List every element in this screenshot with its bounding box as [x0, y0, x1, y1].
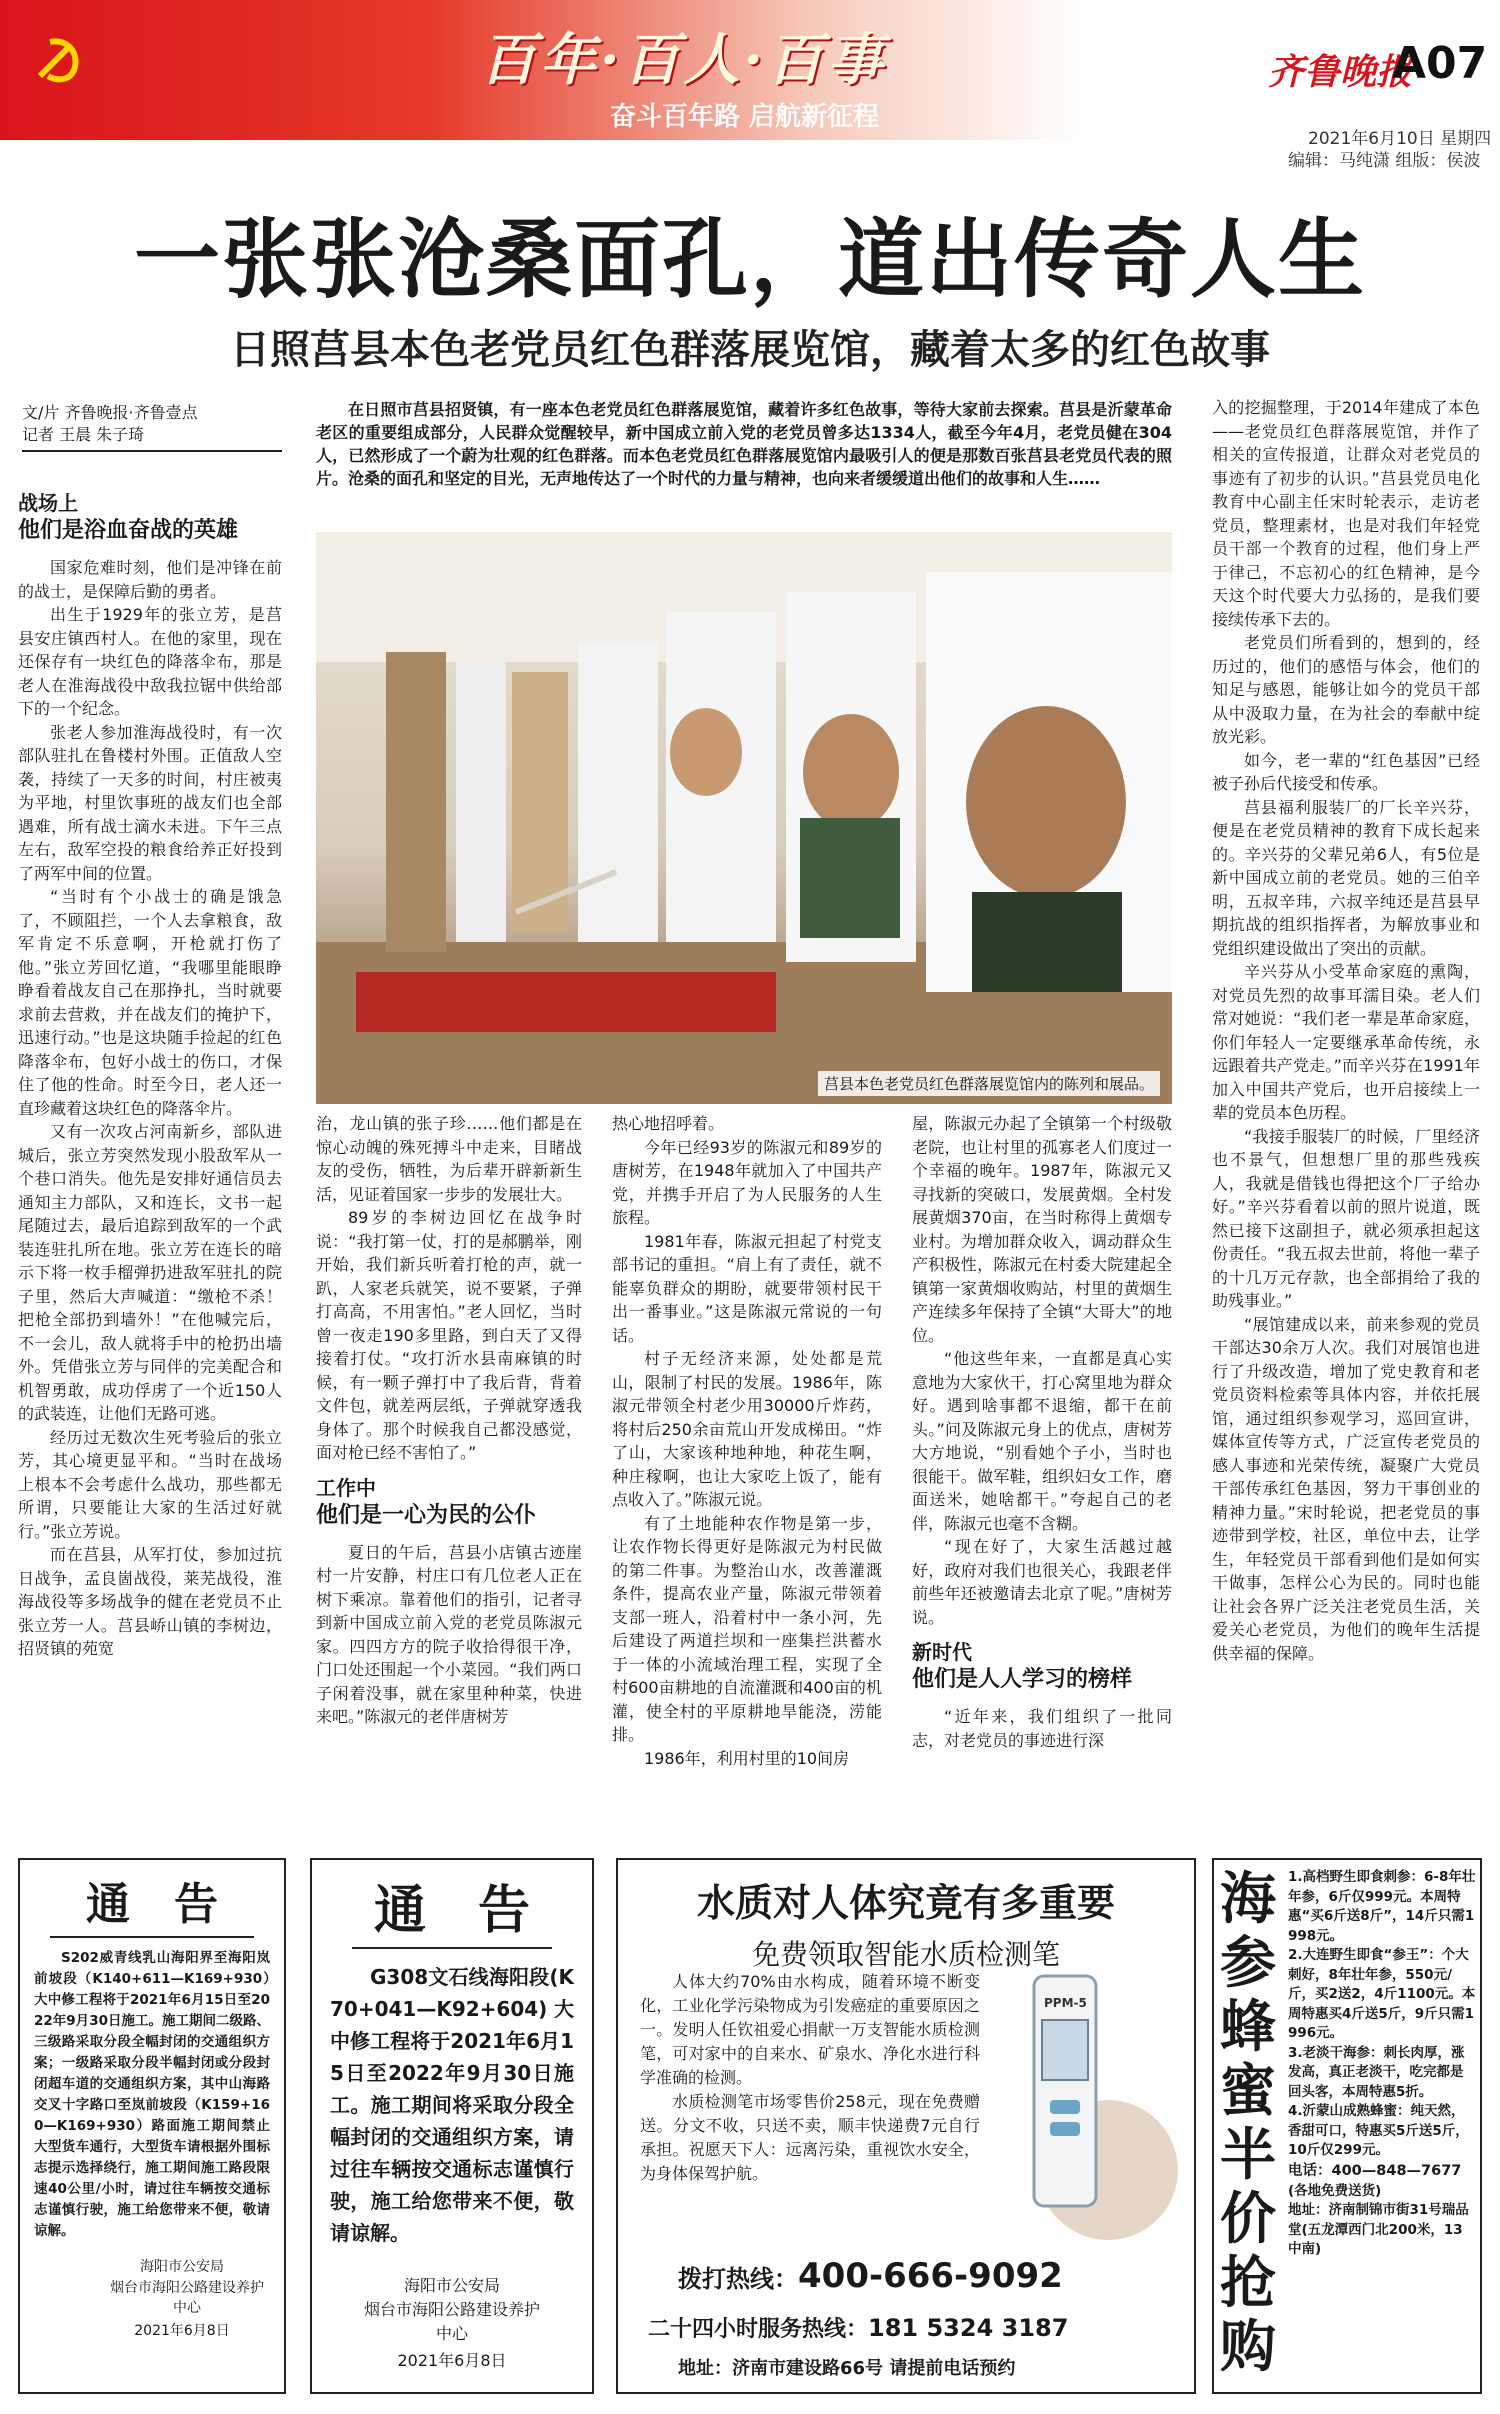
paragraph: 入的挖掘整理，于2014年建成了本色——老党员红色群落展览馆，并作了相关的宣传报道，让群众对老党员的事迹有了初步的认识。”莒县党员电化教育中心副主任宋时轮表示，走访老党员，整理素材，也是对我们年轻党员干部一个教育的过程，他们身上严于律己，不忘初心的红色精神，是今天这个时代要大力弘扬的，是我们要接续传承下去的。	[1212, 398, 1480, 629]
hotline-label: 拨打热线：	[678, 2265, 798, 2293]
notice-signature-2: 烟台市海阳公路建设养护中心	[363, 2300, 540, 2343]
ad-copy	[640, 1970, 980, 2186]
article-column-3	[612, 1112, 882, 1812]
issue-date: 2021年6月10日 星期四	[1308, 129, 1492, 149]
ad-item: 1.高档野生即食刺参：6-8年壮年参，6斤仅999元。本周特惠“买6斤送8斤”，14斤只需1998元。	[1288, 1869, 1476, 1944]
paragraph: 经历过无数次生死考验后的张立芳，其心境更显平和。“当时在战场上根本不会考虑什么战功，那些都无所谓，只要能让大家的生活过好就行。”张立芳说。	[18, 1427, 282, 1541]
section-title-role-models: 他们是人人学习的榜样	[912, 1667, 1133, 1692]
paragraph: 出生于1929年的张立芳，是莒县安庄镇西村人。在他的家里，现在还保存有一块红色的降落伞布，那是老人在淮海战役中敌我拉锯中供给部下的一个纪念。	[18, 605, 282, 718]
paragraph: 夏日的午后，莒县小店镇古迹崖村一片安静，村庄口有几位老人正在树下乘凉。靠着他们的指引，记者寻到新中国成立前入党的老党员陈淑元家。四四方方的院子收拾得很干净，门口处还围起一个小菜园。“我们两口子闲着没事，就在家里种种菜，快进来吧。”陈淑元的老伴唐树芳	[316, 1542, 582, 1726]
ad-address: 地址：济南制锦市街31号瑞品堂(五龙潭西门北200米，13中南)	[1288, 2202, 1469, 2257]
paragraph: 今年已经93岁的陈淑元和89岁的唐树芳，在1948年就加入了中国共产党，并携手开启了为人民服务的人生旅程。	[612, 1137, 882, 1227]
water-pen-illustration	[998, 1970, 1178, 2240]
notice-body: G308文石线海阳段(K70+041—K92+604)大中修工程将于2021年6月15日至2022年9月30日施工。施工期间将采取分段全幅封闭的交通组织方案，请过往车辆按交通标志谨慎行驶，施工给您带来不便，敬请谅解。	[330, 1965, 574, 2245]
ad-title: 水质对人体究竟有多重要	[696, 1881, 1115, 1925]
paragraph: 治，龙山镇的张子珍……他们都是在惊心动魄的殊死搏斗中走来，目睹战友的受伤，牺牲，为后辈开辟新新生活，见证着国家一步步的发展壮大。	[316, 1114, 582, 1204]
editor-credit: 编辑：马纯潇 组版：侯波	[1288, 151, 1481, 171]
section-kicker-new-era: 新时代	[912, 1640, 972, 1664]
paragraph: 89岁的李树边回忆在战争时说：“我打第一仗，打的是郝鹏举，刚开始，我们新兵听着打枪的声，就一趴，人家老兵就笑，说不要紧，子弹打高高，不用害怕。”老人回忆，当时曾一夜走190多里路，到白天了又得接着打仗。“攻打沂水县南麻镇的时候，有一颗子弹打中了我后背，背着文件包，就差两层纸，子弹就穿透我身体了。那个时候我自己都没感觉，面对枪已经不害怕了。”	[316, 1208, 582, 1462]
paragraph: 辛兴芬从小受革命家庭的熏陶，对党员先烈的故事耳濡目染。老人们常对她说：“我们老一辈是革命家庭，你们年轻人一定要继承革命传统，永远跟着共产党走。”而辛兴芬在1991年加入中国共产党后，也开启接续上一辈的党员本色历程。	[1212, 962, 1480, 1122]
paragraph: “近年来，我们组织了一批同志，对老党员的事迹进行深	[912, 1707, 1172, 1750]
ad-item: 4.沂蒙山成熟蜂蜜：纯天然，香甜可口，特惠买5斤送5斤，10斤仅299元。	[1288, 2103, 1469, 2158]
section-kicker-battlefield: 战场上	[18, 491, 78, 515]
water-pen-icon	[998, 1970, 1178, 2240]
notice-signature-1: 海阳市公安局	[403, 2276, 500, 2295]
paragraph: “当时有个小战士的确是饿急了，不顾阻拦，一个人去拿粮食，敌军肯定不乐意啊，开枪就打伤了他。”张立芳回忆道，“我哪里能眼睁睁看着战友自己在那挣扎，当时就要求前去营救，并在战友们的掩护下，迅速行动。”也是这块随手捡起的红色降落伞布，包好小战士的伤口，才保住了他的性命。时至今日，老人还一直珍藏着这块红色的降落伞片。	[18, 887, 282, 1118]
article-column-4	[912, 1112, 1172, 1812]
paragraph: “我接手服装厂的时候，厂里经济也不景气，但想想厂里的那些残疾人，我就是借钱也得把这个厂子给办好。”辛兴芬看着以前的照片说道，既然已接下这副担子，就必须承担起这份责任。“我五叔去世前，将他一辈子的十几万元存款，也全部捐给了我的助残事业。”	[1212, 1126, 1480, 1310]
exhibition-photo	[316, 532, 1172, 1104]
ad-note: (各地免费送货)	[1288, 2182, 1382, 2199]
paragraph: 国家危难时刻，他们是冲锋在前的战士，是保障后勤的勇者。	[18, 558, 282, 601]
byline	[22, 402, 282, 452]
section-title-servants: 他们是一心为民的公仆	[316, 1502, 537, 1528]
paper-logo: 齐鲁晚报	[1268, 51, 1413, 93]
notice-signature-2: 烟台市海阳公路建设养护中心	[110, 2280, 264, 2316]
ad-address: 地址：济南市建设路66号 请提前电话预约	[678, 2358, 1016, 2379]
paragraph: 张老人参加淮海战役时，有一次部队驻扎在鲁楼村外围。正值敌人空袭，持续了一天多的时间，村庄被夷为平地，村里饮事班的战友们也全部遇难，所有战士滴水未进。下午三点左右，敌军空投的粮食给养正好投到了两军中间的位置。	[18, 722, 282, 883]
paragraph: 而在莒县，从军打仗，参加过抗日战争，孟良崮战役，莱芜战役，淮海战役等多场战争的健在老党员不止张立芳一人。莒县峤山镇的李树边，招贤镇的苑宽	[18, 1545, 282, 1658]
hotline	[678, 2256, 1063, 2296]
notice-title: 通 告	[50, 1868, 254, 1938]
paragraph: 屋，陈淑元办起了全镇第一个村级敬老院，也让村里的孤寡老人们度过一个幸福的晚年。1987年，陈淑元又寻找新的突破口，发展黄烟。全村发展黄烟370亩，在当时称得上黄烟专业村。为增加群众收入，调动群众生产积极性，陈淑元在村委大院建起全镇第一家黄烟收购站，村里的黄烟生产连续多年保持了全镇“大哥大”的地位。	[912, 1114, 1172, 1345]
paragraph: 村子无经济来源，处处都是荒山，限制了村民的发展。1986年，陈淑元带领全村老少用30000斤炸药，将村后250余亩荒山开发成梯田。“炸了山，大家该种地种地，种花生啊，种庄稼啊，也让大家吃上饭了，能有点收入了。”陈淑元说。	[612, 1349, 882, 1509]
ad-item: 3.老淡干海参：刺长肉厚，涨发高，真正老淡干，吃完都是回头客，本周特惠5折。	[1288, 2044, 1465, 2100]
page-number: A07	[1392, 38, 1488, 89]
photo-caption: 莒县本色老党员红色群落展览馆内的陈列和展品。	[818, 1071, 1160, 1096]
ad-paragraph: 水质检测笔市场零售价258元，现在免费赠送。分文不收，只送不卖，顺丰快递费7元自行承担。祝愿天下人：远离污染，重视饮水安全，为身体保驾护航。	[640, 2092, 980, 2183]
paragraph: 1986年，利用村里的10间房	[644, 1748, 850, 1768]
hotline-number: 400-666-9092	[798, 2256, 1063, 2296]
pen-model-label: PPM-5	[1044, 1996, 1087, 2010]
ad-vertical-title: 海参蜂蜜半价抢购	[1220, 1867, 1276, 2380]
subheadline: 日照莒县本色老党员红色群落展览馆，藏着太多的红色故事	[230, 327, 1270, 373]
service-number: 181 5324 3187	[868, 2314, 1069, 2342]
ad-item: 2.大连野生即食“参王”：个大刺好，8年壮年参，550元/斤，买2送2，4斤1100元。本周特惠买4斤送5斤，9斤只需1996元。	[1288, 1947, 1476, 2041]
paragraph: 莒县福利服装厂的厂长辛兴芬，便是在老党员精神的教育下成长起来的。辛兴芬的父辈兄弟6人，有5位是新中国成立前的老党员。她的三伯辛明，五叔辛玮，六叔辛纯还是莒县早期抗战的组织指挥者，为解放事业和党组织建设做出了突出的贡献。	[1212, 797, 1480, 958]
paragraph: “展馆建成以来，前来参观的党员干部达30余万人次。我们对展馆也进行了升级改造，增加了党史教育和老党员资料检索等具体内容，并依托展馆，通过组织参观学习，巡回宣讲，媒体宣传等方式，广泛宣传老党员的感人事迹和光荣传统，凝聚广大党员干部传承红色基因，努力干事创业的精神力量。”宋时轮说，把老党员的事迹带到学校，社区，单位中去，让学生，年轻党员干部看到他们是如何实干做事，怎样公心为民的。同时也能让社会各界广泛关注老党员生活，关爱关心老党员，为他们的晚年生活提供幸福的保障。	[1212, 1314, 1480, 1663]
byline-line1: 文/片 齐鲁晚报·齐鲁壹点	[22, 403, 198, 422]
byline-line2: 记者 王晨 朱子琦	[22, 424, 282, 452]
paragraph: 热心地招呼着。	[612, 1114, 725, 1133]
service-line	[648, 2312, 1068, 2343]
paragraph: “他这些年来，一直都是真心实意地为大家伙干，打心窝里地为群众好。遇到啥事都不退缩，都干在前头。”问及陈淑元身上的优点，唐树芳大方地说，“别看她个子小，当时也很能干。做军鞋，组织妇女工作，磨面送米，她啥都干。”夸起自己的老伴，陈淑元也毫不含糊。	[912, 1349, 1172, 1533]
exhibition-hall-illustration	[316, 532, 1172, 1104]
paragraph: “现在好了，大家生活越过越好，政府对我们也很关心，我跟老伴前些年还被邀请去北京了呢。”唐树芳说。	[912, 1537, 1172, 1627]
lead-paragraph	[316, 398, 1172, 516]
article-column-5	[1212, 396, 1480, 1812]
masthead	[0, 0, 1500, 171]
notice-body: S202威青线乳山海阳界至海阳岚前坡段（K140+611—K169+930）大中修工程将于2021年6月15日至2022年9月30日施工。施工期间二级路、三级路采取分段全幅封闭的交通组织方案；一级路采取分段半幅封闭或分段封闭超车道的交通组织方案，其中山海路交叉十字路口至岚前坡段（K159+160—K169+930）路面施工期间禁止大型货车通行，大型货车请根据外围标志提示选择绕行，施工期间施工路段限速40公里/小时，请过往车辆按交通标志谨慎行驶，施工给您带来不便，敬请谅解。	[34, 1950, 270, 2239]
paragraph: 如今，老一辈的“红色基因”已经被子孙后代接受和传承。	[1212, 750, 1480, 793]
notice-signature-1: 海阳市公安局	[140, 2259, 224, 2275]
notice-title: 通 告	[352, 1868, 552, 1949]
paragraph: 1981年春，陈淑元担起了村党支部书记的重担。“肩上有了责任，就不能辜负群众的期盼，就要带领村民干出一番事业。”这是陈淑元常说的一句话。	[612, 1231, 882, 1345]
notice-date: 2021年6月8日	[397, 2351, 507, 2370]
paragraph: 老党员们所看到的，想到的，经历过的，他们的感悟与体会，他们的知足与感恩，能够让如今的党员干部从中汲取力量，在为社会的奉献中绽放光彩。	[1212, 633, 1480, 746]
ad-subtitle: 免费领取智能水质检测笔	[751, 1938, 1060, 1971]
traffic-notice-ad-1	[18, 1858, 286, 2394]
paragraph: 有了土地能种农作物是第一步，让农作物长得更好是陈淑元为村民做的第二件事。为整治山水，改善灌溉条件，提高农业产量，陈淑元带领着支部一班人，沿着村中一条小河，先后建设了两道拦坝和一座集拦洪蓄水于一体的小流域治理工程，实现了全村600亩耕地的自流灌溉和400亩的机灌，使全村的平原耕地旱能浇，涝能排。	[612, 1513, 882, 1744]
ad-paragraph: 人体大约70%由水构成，随着环境不断变化，工业化学污染物成为引发癌症的重要原因之一。发明人任钦祖爱心捐献一万支智能水质检测笔，可对家中的自来水、矿泉水、净化水进行科学准确的检测。	[640, 1972, 980, 2087]
headline: 一张张沧桑面孔，道出传奇人生	[134, 209, 1366, 310]
lead-text: 在日照市莒县招贤镇，有一座本色老党员红色群落展览馆，藏着许多红色故事，等待大家前去探索。莒县是沂蒙革命老区的重要组成部分，人民群众觉醒较早，新中国成立前入党的老党员曾多达1334人，截至今年4月，老党员健在304人，已然形成了一个蔚为壮观的红色群落。而本色老党员红色群落展览馆内最吸引人的便是那数百张莒县老党员代表的照片。沧桑的面孔和坚定的目光，无声地传达了一个时代的力量与精神，也向来者缓缓道出他们的故事和人生……	[316, 400, 1172, 488]
article-column-2	[316, 1112, 582, 1812]
paragraph: 又有一次攻占河南新乡，部队进城后，张立芳突然发现小股敌军从一个巷口消失。他先是安排好通信员去通知主力部队，又和连长，文书一起尾随过去，最后追踪到敌军的一个武装连驻扎所在地。张立芳在连长的暗示下将一枚手榴弹扔进敌军驻扎的院子里，然后大声喊道：“缴枪不杀！把枪全部扔到墙外！”在他喊完后，不一会儿，敌人就将手中的枪扔出墙外。凭借张立芳与同伴的完美配合和机智勇敢，成功俘虏了一个近150人的武装连，让他们无路可逃。	[18, 1122, 282, 1423]
section-kicker-work: 工作中	[316, 1475, 376, 1500]
service-label: 二十四小时服务热线：	[648, 2317, 869, 2342]
masthead-slogan: 百年·百人·百事	[480, 27, 887, 93]
party-emblem-icon	[28, 30, 88, 90]
masthead-subslogan: 奋斗百年路 启航新征程	[610, 102, 880, 132]
notice-date: 2021年6月8日	[134, 2323, 230, 2339]
ad-items	[1288, 1868, 1476, 2260]
article-column-1	[18, 480, 282, 1810]
sea-cucumber-ad	[1212, 1858, 1482, 2394]
traffic-notice-ad-2	[310, 1858, 594, 2394]
water-test-ad	[616, 1858, 1196, 2394]
section-title-heroes: 他们是浴血奋战的英雄	[18, 518, 239, 543]
ad-phone: 电话：400—848—7677	[1288, 2162, 1462, 2179]
